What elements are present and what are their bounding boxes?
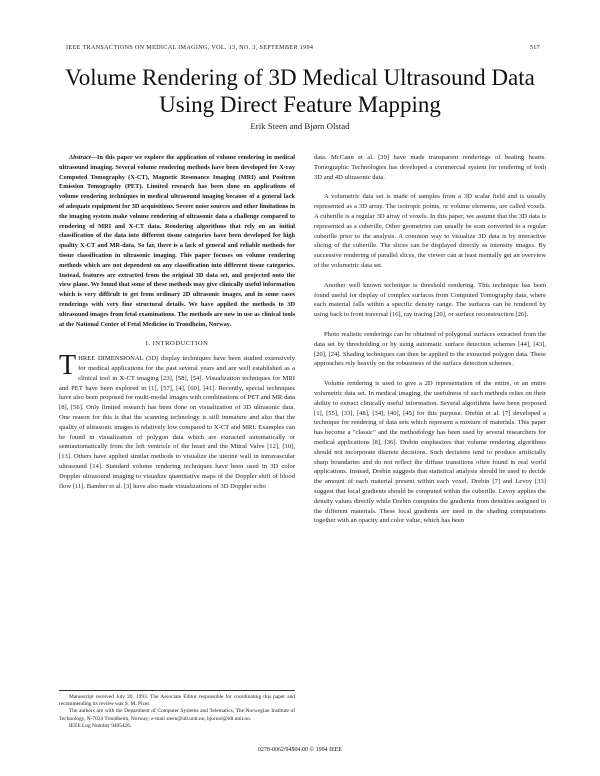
- footnote-affiliation: The authors are with the Department of Computer Systems and Telematics, The Norwegian Institute of Technology, N-7034 Trondheim, Norway; e-mail steen@idt.unit.no, bjornol@idt.unit.no.: [59, 708, 295, 722]
- abstract-label: Abstract—: [69, 154, 97, 161]
- section-heading: I. INTRODUCTION: [145, 340, 209, 348]
- abstract-text: In this paper we explore the application of volume rendering in medical ultrasound imaging. Several volume rendering methods have been developed for X-ray Computed Tomography (X-CT), Magnetic Resonance Imaging (MRI) and Positron Emission Tomography (PET). Limited research has been done on applications of volume rendering techniques in medical ultrasound imaging because of a general lack of adequate equipment for 3D acquisitions. Severe noise sources and other limitations in the imaging system make volume rendering of ultrasonic data a challenge compared to rendering of MRI and X-CT data. Rendering algorithms that rely on an initial classification of the data into different tissue categories have been developed for high quality X-CT and MR-data. So far, there is a lack of general and reliable methods for tissue classification in ultrasonic imaging. This paper focuses on volume rendering methods which are not dependent on any classification into different tissue categories. Instead, features are extracted from the original 3D data set, and projected onto the view plane. We found that some of these methods may give clinically useful information which is very difficult to get from ordinary 2D ultrasonic images, and in some cases renderings with very fine structural details. We have applied the methods to 3D ultrasound images from fetal examinations. The methods are now in use as clinical tools at the National Center of Fetal Medicine in Trondheim, Norway.: [59, 154, 295, 328]
- paragraph: Photo realistic renderings can be obtained of polygonal surfaces extracted from the data set by thresholding or by using automatic surface detection schemes [44], [43], [20], [24]. Shading techniques can then be applied to the extracted polygon data. These approaches rely heavily on the robustness of the surface detection schemes.: [314, 330, 546, 368]
- paragraph: Volume rendering is used to give a 2D representation of the entire, or an entire volumetric data set. In medical imaging, the usefulness of such methods relies on their ability to extract clinically useful information. Several algorithms have been proposed [1], [55], [33], [48], [34], [40], [45] for this purpose. Drebin et al. [7] developed a technique for rendering of data sets which represent a mixture of materials. This paper has become a "classic" and the methodology has been used by several researchers for medical applications [8], [36]. Drebin emphasizes that volume rendering algorithms should not incorporate discrete decisions. Such decisions tend to produce artificially sharp boundaries and do not reflect the diffuse transitions often found in real world applications. Instead, Drebin suggests that statistical analysis should be used to decide the amount of each material present within each voxel. Drebin [7] and Levoy [33] suggest that local gradients should be computed within the cuberille. Levoy applies the density values directly while Drebin computes the gradients from densities assigned to the different materials. These local gradients are used in the shading computations together with an opacity and color value, which has been: [314, 380, 546, 525]
- running-header: [66, 44, 540, 51]
- author-line: Erik Steen and Bjørn Olstad: [250, 121, 350, 131]
- page-number: 517: [529, 44, 540, 51]
- paper-title: Volume Rendering of 3D Medical Ultrasound Data Using Direct Feature Mapping: [65, 65, 535, 117]
- footnote: [59, 690, 295, 730]
- intro-paragraph: [59, 350, 295, 491]
- right-column: [314, 153, 546, 526]
- journal-citation: IEEE TRANSACTIONS ON MEDICAL IMAGING, VOL. 13, NO. 3, SEPTEMBER 1994: [66, 44, 314, 51]
- footnote-manuscript: Manuscript received July 20, 1993. The Associate Editor responsible for coordinating this paper and recommending its review was S. M. Pizer.: [59, 694, 295, 708]
- abstract: [59, 153, 295, 329]
- intro-text: HREE DIMENSIONAL (3D) display techniques have been studied extensively for medical applications for the past several years and are well established as a clinical tool in X-CT imaging [23], [58], [54]. Visualization techniques for MRI and PET have been explored in [1], [57], [4], [60], [41]. Recently, special techniques have also been proposed for multi-modal images with combinations of PET and MR data [8], [56]. Only limited research has been done on visualization of 3D ultrasonic data. One reason for this is that the scanning technology is still immature and also that the quality of ultrasonic images is relatively low compared to X-CT and MRI. Examples can be found in visualization of polygon data which are extracted automatically or semiautomatically from the left ventricle of the heart and the Mitral Valve [12], [10], [13]. Others have applied similar methods to visualize the uterine wall in intravascular ultrasound [14]. Standard volume rendering techniques have been used in 3D color Doppler ultrasound imaging to visualize quantitative maps of the Doppler shift of blood flow [11]. Bamber et al. [3] have also made visualizations of 3D Doppler echo: [59, 355, 295, 490]
- copyright-line: 0278-0062/94$04.00 © 1994 IEEE: [257, 747, 343, 753]
- left-column: [59, 153, 295, 491]
- paragraph: Another well known technique is threshold rendering. This technique has been found useful for display of complex surfaces from Computed Tomography data, where each material falls within a specific density range. The surfaces can be rendered by using back to front traversal [16], ray tracing [20], or surface reconstruction [26].: [314, 281, 546, 319]
- dropcap-letter: T: [59, 350, 77, 382]
- paragraph: A volumetric data set is made of samples from a 3D scalar field and is usually represented as a 3D array. The isotropic points, or volume elements, are called voxels. A cuberille is a regular 3D array of voxels. In this paper, we assume that the 3D data is represented as a cuberille. Other geometries can usually be scan converted to a regular cuberille prior to the analysis. A common way to visualize 3D data is by interactive slicing of the cuberille. The slices can be displayed directly as intensity images. By successive rendering of parallel slices, the viewer can at least mentally get an overview of the volumetric data set.: [314, 193, 546, 269]
- footnote-log-number: IEEE Log Number 9405426.: [69, 722, 132, 729]
- paragraph: data. McCann et al. [39] have made transparent renderings of beating hearts. Tomographic Technologies has developed a commercial system for rendering of both 3D and 4D ultrasonic data.: [314, 154, 546, 181]
